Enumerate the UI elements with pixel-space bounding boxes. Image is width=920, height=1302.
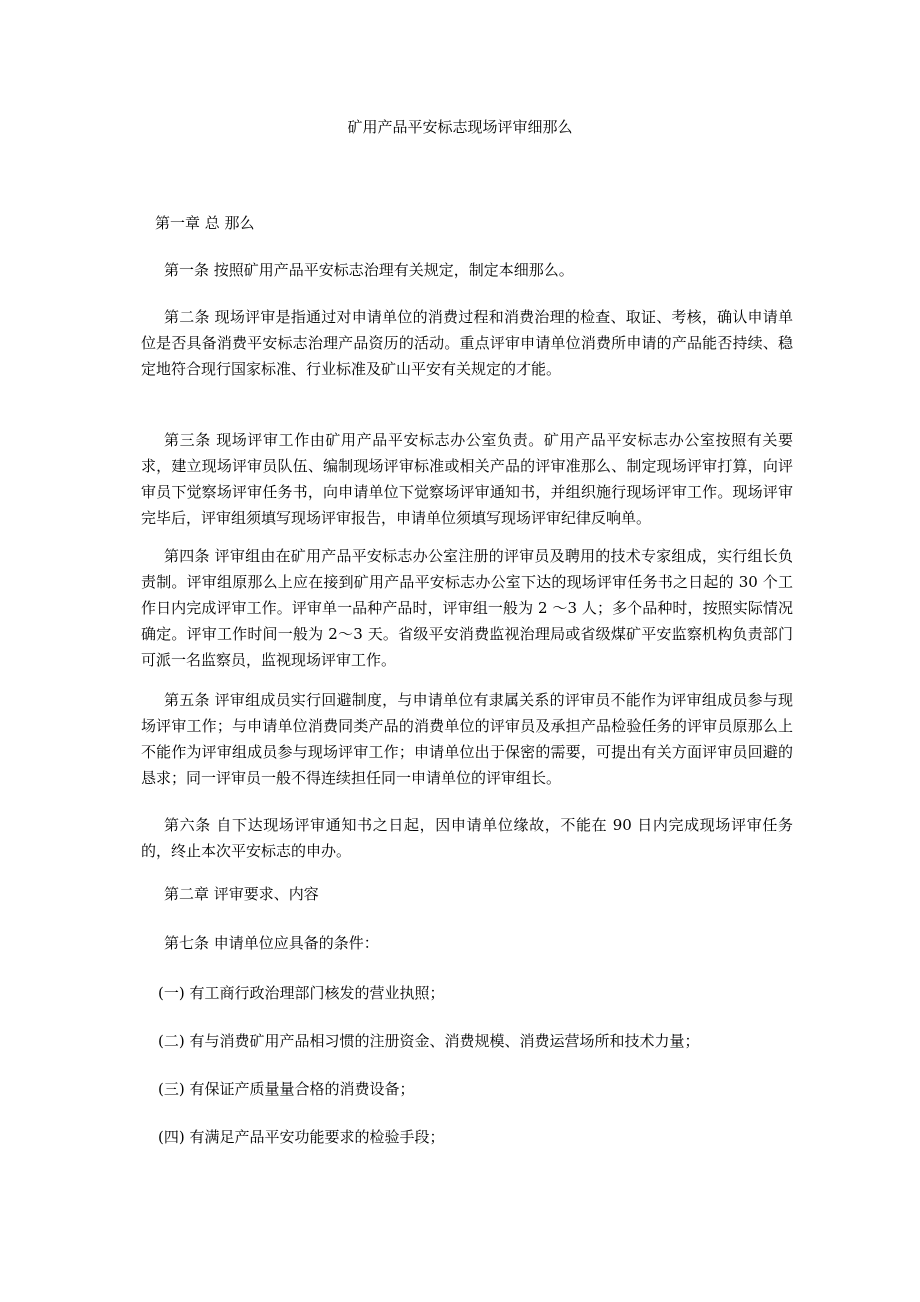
condition-item: (一) 有工商行政治理部门核发的营业执照； (158, 984, 445, 1002)
article-6: 第六条 自下达现场评审通知书之日起，因申请单位缘故，不能在 90 日内完成现场评审任务的，终止本次平安标志的申办。 (141, 816, 793, 860)
article-7: 第七条 申请单位应具备的条件： (164, 934, 379, 952)
article-4: 第四条 评审组由在矿用产品平安标志办公室注册的评审员及聘用的技术专家组成，实行组长负责制。评审组原那么上应在接到矿用产品平安标志办公室下达的现场评审任务书之日起的 30 个工作日内完成评审工作。评审单一品种产品时，评审组一般为 2 ～3 人；多个品种时，按照实际情况确定。评审工作时间一般为 2～3 天。省级平安消费监视治理局或省级煤矿平安监察机构负责部门可派一名监察员，监视现场评审工作。 (141, 547, 793, 669)
condition-item: (二) 有与消费矿用产品相习惯的注册资金、消费规模、消费运营场所和技术力量； (158, 1032, 700, 1050)
condition-item: (三) 有保证产质量量合格的消费设备； (158, 1080, 415, 1098)
chapter-1-heading: 第一章 总 那么 (155, 214, 255, 232)
chapter-2-heading: 第二章 评审要求、内容 (164, 885, 319, 903)
article-1: 第一条 按照矿用产品平安标志治理有关规定，制定本细那么。 (164, 261, 574, 279)
article-5: 第五条 评审组成员实行回避制度，与申请单位有隶属关系的评审员不能作为评审组成员参与现场评审工作；与申请单位消费同类产品的消费单位的评审员及承担产品检验任务的评审员原那么上不能作为评审组成员参与现场评审工作；申请单位出于保密的需要，可提出有关方面评审员回避的恳求；同一评审员一般不得连续担任同一申请单位的评审组长。 (141, 691, 793, 787)
article-2: 第二条 现场评审是指通过对申请单位的消费过程和消费治理的检查、取证、考核，确认申请单位是否具备消费平安标志治理产品资历的活动。重点评审申请单位消费所申请的产品能否持续、稳定地符合现行国家标准、行业标准及矿山平安有关规定的才能。 (141, 308, 793, 378)
article-3: 第三条 现场评审工作由矿用产品平安标志办公室负责。矿用产品平安标志办公室按照有关要求，建立现场评审员队伍、编制现场评审标准或相关产品的评审准那么、制定现场评审打算，向评审员下觉察场评审任务书，向申请单位下觉察场评审通知书，并组织施行现场评审工作。现场评审完毕后，评审组须填写现场评审报告，申请单位须填写现场评审纪律反响单。 (141, 431, 793, 527)
document-title: 矿用产品平安标志现场评审细那么 (347, 118, 573, 136)
condition-item: (四) 有满足产品平安功能要求的检验手段； (158, 1128, 445, 1146)
